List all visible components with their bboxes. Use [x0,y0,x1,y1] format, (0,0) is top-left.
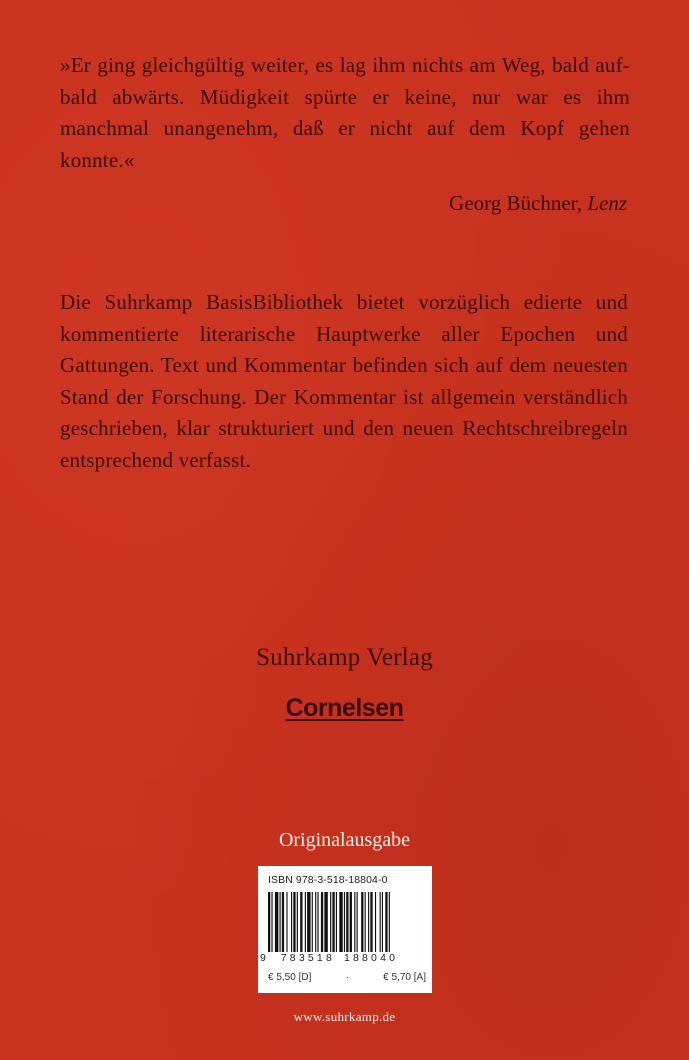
price-austria: € 5,70 [A] [383,972,426,983]
price-separator: · [345,972,349,983]
barcode-panel [258,866,432,993]
price-germany: € 5,50 [D] [268,972,312,983]
epigraph-attribution [449,188,627,219]
ean-barcode [268,892,428,952]
barcode-digits-right: 188040 [343,952,399,964]
series-description: Die Suhrkamp BasisBibliothek bietet vorzüglich edierte und kommentierte literarische Hauptwerke aller Epochen und Gattungen. Text und Kommentar befinden sich auf dem neuesten Stand der Forschung. Der Kommentar ist allgemein verständlich geschrieben, klar strukturiert und den neuen Rechtschreibregeln entsprechend verfasst. [60,290,628,472]
quote-author: Georg Büchner, [449,191,583,215]
publisher-website: www.suhrkamp.de [293,1009,396,1024]
publisher-name: Suhrkamp Verlag [256,644,433,671]
price-row [268,972,426,983]
quote-work-title: Lenz [587,191,627,215]
epigraph-quote: »Er ging gleichgültig weiter, es lag ihm nichts am Weg, bald auf- bald abwärts. Müdigkeit spürte er keine, nur war es ihm manchmal unangenehm, daß er nicht auf dem Kopf gehen konnte.« [60,53,630,172]
barcode-digit-first: 9 [260,952,266,964]
isbn-number: ISBN 978-3-518-18804-0 [268,874,388,886]
barcode-digits [260,952,398,964]
cornelsen-logo: Cornelsen [285,694,404,722]
barcode-digits-left: 783518 [280,952,336,964]
edition-label: Originalausgabe [278,829,411,851]
